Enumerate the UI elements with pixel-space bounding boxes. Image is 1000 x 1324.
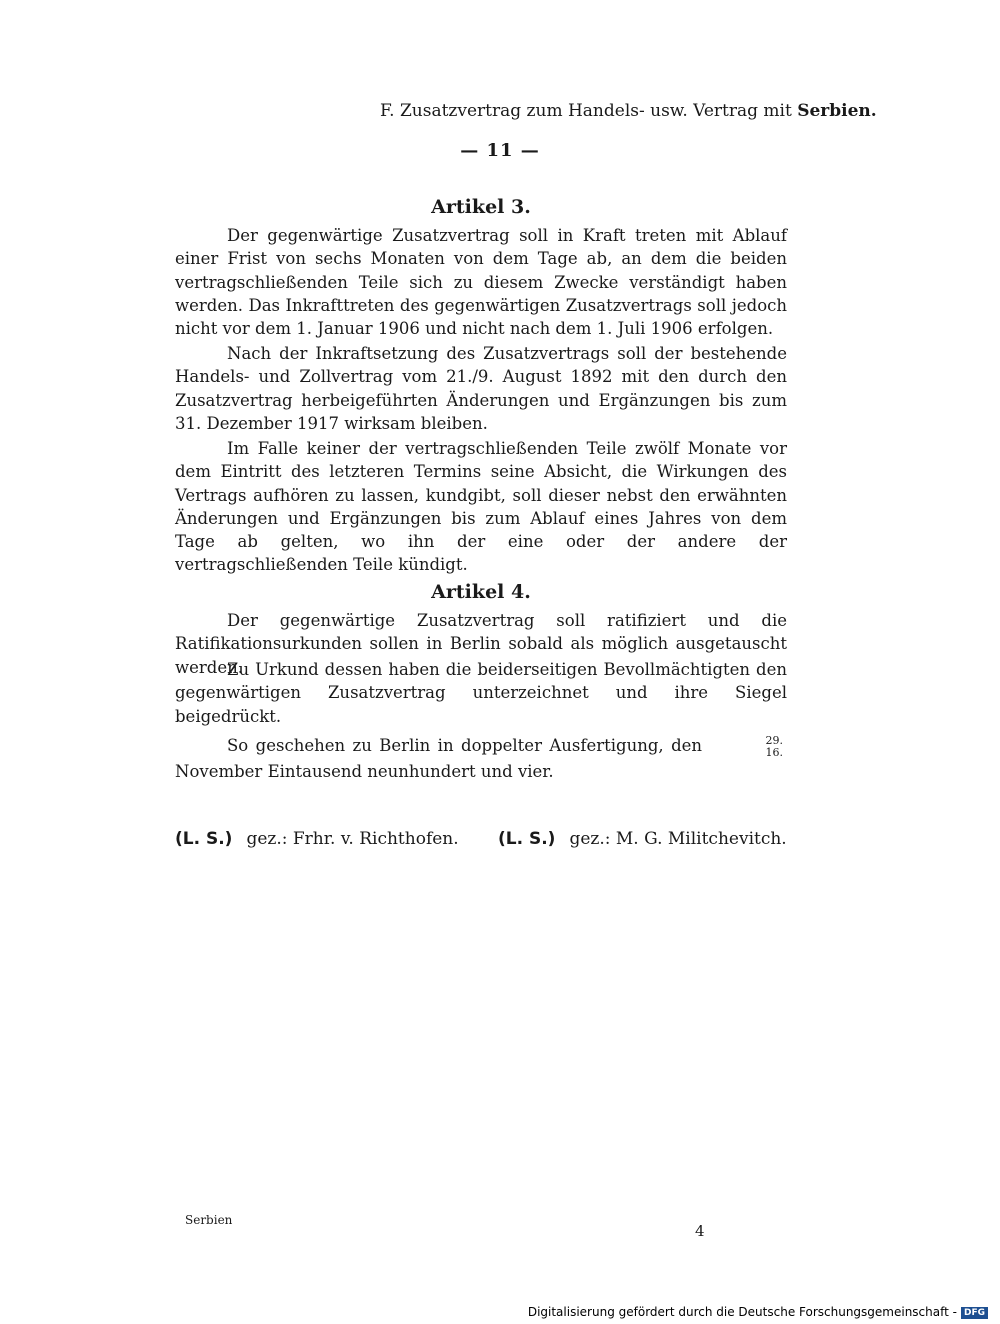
closing-paragraph	[175, 733, 787, 785]
header-country: Serbien.	[797, 101, 877, 121]
signature-left	[175, 829, 459, 849]
digitization-notice	[528, 1305, 988, 1319]
signatory-left: gez.: Frhr. v. Richthofen.	[246, 829, 459, 849]
article-3-paragraph-1: Der gegenwärtige Zusatzvertrag soll in Kraft treten mit Ablauf einer Frist von sechs Monaten von dem Tage ab, an dem die beiden vertragschließenden Teile sich zu diesem Zwecke verständigt haben werden. Das Inkrafttreten des gegenwärtigen Zusatzvertrags soll jedoch nicht vor dem 1. Januar 1906 und nicht nach dem 1. Juli 1906 erfolgen.	[175, 226, 787, 339]
running-header	[380, 101, 877, 121]
article-3-title: Artikel 3.	[431, 196, 531, 218]
article-4-paragraph-2: Zu Urkund dessen haben die beiderseitigen Bevollmächtigten den gegenwärtigen Zusatzvertrag unterzeichnet und ihre Siegel beigedrückt.	[175, 660, 787, 726]
closing-text-after: November Eintausend neunhundert und vier.	[175, 762, 554, 781]
digitization-text: Digitalisierung gefördert durch die Deutsche Forschungsgemeinschaft -	[527, 1305, 957, 1319]
signature-right	[498, 829, 787, 849]
header-text: F. Zusatzvertrag zum Handels- usw. Vertrag mit	[380, 101, 798, 121]
article-4-title: Artikel 4.	[431, 581, 531, 603]
seal-right: (L. S.)	[498, 829, 556, 849]
date-fraction	[714, 735, 784, 759]
signatory-right: gez.: M. G. Militchevitch.	[569, 829, 787, 849]
footer-sheet-label: Serbien	[185, 1213, 233, 1227]
article-4-paragraph-1: Der gegenwärtige Zusatzvertrag soll ratifiziert und die Ratifikationsurkunden sollen in Berlin sobald als möglich ausgetauscht werden.	[175, 611, 787, 677]
date-top: 29.	[765, 733, 783, 747]
seal-left: (L. S.)	[175, 829, 233, 849]
article-3-paragraph-2: Nach der Inkraftsetzung des Zusatzvertrags soll der bestehende Handels- und Zollvertrag vom 21./9. August 1892 mit den durch den Zusatzvertrag herbeigeführten Änderungen und Ergänzungen bis zum 31. Dezember 1917 wirksam bleiben.	[175, 344, 787, 433]
footer-sheet-number: 4	[695, 1222, 705, 1240]
page-number: — 11 —	[460, 140, 540, 161]
dfg-logo: DFG	[961, 1307, 988, 1319]
date-bottom: 16.	[765, 745, 783, 759]
article-3-paragraph-3: Im Falle keiner der vertragschließenden Teile zwölf Monate vor dem Eintritt des letzteren Termins seine Absicht, die Wirkungen des Vertrags aufhören zu lassen, kundgibt, soll dieser nebst den erwähnten Änderungen und Ergänzungen bis zum Ablauf eines Jahres von dem Tage ab gelten, wo ihn der eine oder der andere der vertragschließenden Teile kündigt.	[175, 439, 787, 575]
closing-text-before: So geschehen zu Berlin in doppelter Ausfertigung, den	[227, 736, 703, 755]
